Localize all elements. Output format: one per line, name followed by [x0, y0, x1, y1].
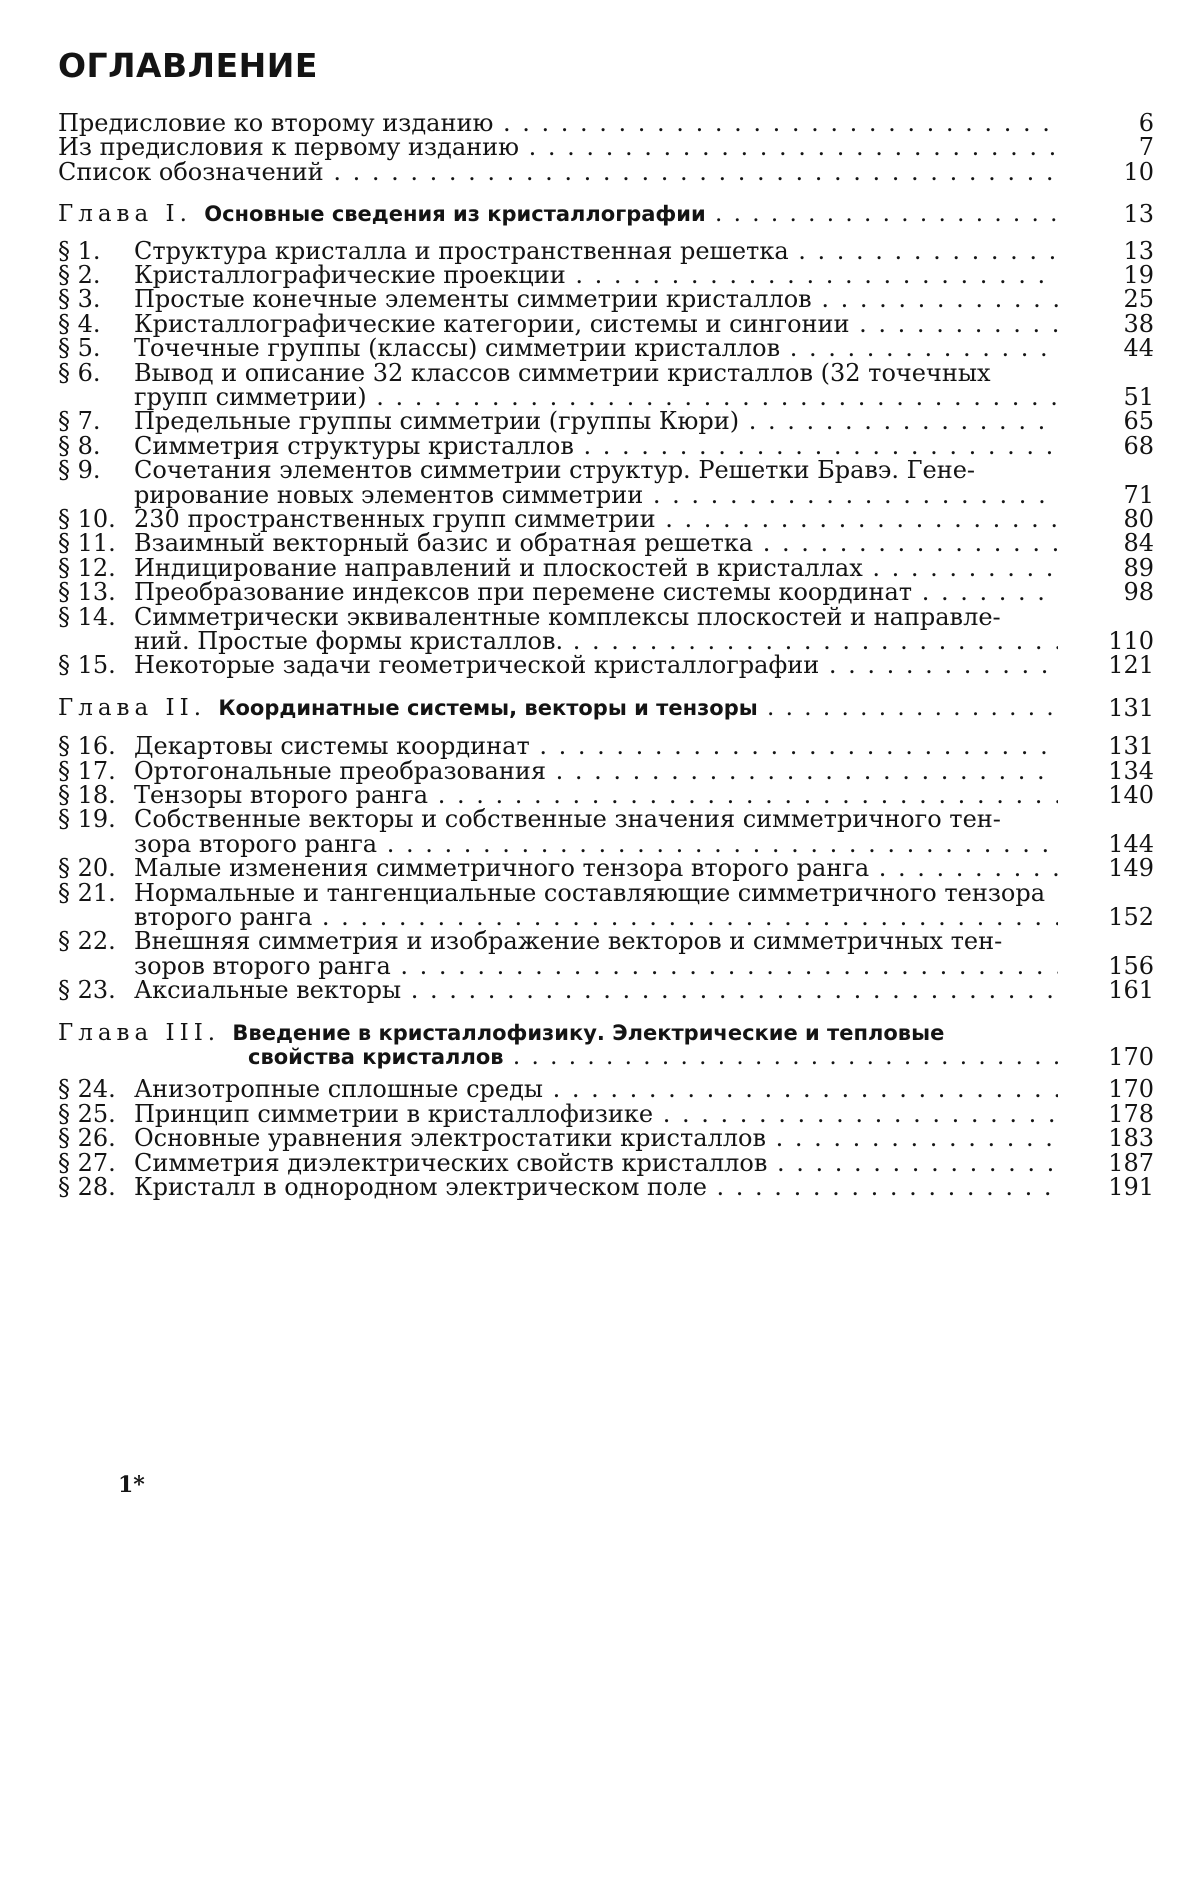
entry-title: Тензоры второго ранга: [134, 781, 429, 809]
page-number: 140: [1108, 781, 1154, 809]
page-number: 131: [1108, 693, 1154, 722]
chapter-title: свойства кристаллов: [248, 1045, 504, 1069]
chapter-label: Глава III.: [58, 1019, 233, 1046]
section-number: § 5.: [58, 334, 101, 363]
page-number: 144: [1108, 829, 1154, 858]
page-number: 183: [1108, 1124, 1154, 1153]
page-number: 10: [1123, 157, 1154, 186]
page-number: 89: [1123, 553, 1154, 582]
page-number: 84: [1123, 529, 1154, 558]
entry-title: зора второго ранга: [134, 829, 378, 858]
section-number: § 14.: [58, 602, 116, 631]
page-number: 7: [1138, 133, 1154, 162]
section-number: § 24.: [58, 1075, 116, 1104]
entry-title: Вывод и описание 32 классов симметрии кристаллов (32 точечных: [134, 358, 991, 387]
page-number: 44: [1123, 334, 1154, 363]
entry-title: Анизотропные сплошные среды: [134, 1075, 543, 1104]
entry-title: Некоторые задачи геометрической кристаллографии: [134, 651, 820, 680]
entry-title: Кристаллографические категории, системы и сингонии: [134, 309, 850, 338]
chapter-title: Основные сведения из кристаллографии: [204, 202, 706, 227]
entry-title: Простые конечные элементы симметрии кристаллов: [134, 285, 812, 314]
section-number: § 25.: [58, 1099, 116, 1128]
page-number: 156: [1108, 951, 1154, 980]
entry-title: зоров второго ранга: [134, 951, 391, 980]
page-number: 110: [1108, 627, 1154, 655]
chapter-label: Глава I.: [58, 201, 205, 228]
entry-text: [58, 693, 1058, 723]
page-number: 13: [1123, 200, 1154, 229]
section-number: § 16.: [58, 732, 116, 761]
page-number: 121: [1108, 651, 1154, 680]
section-number: § 20.: [58, 854, 116, 883]
entry-title: Аксиальные векторы: [134, 976, 402, 1005]
entry-title: Декартовы системы координат: [134, 732, 530, 761]
page-number: 38: [1123, 309, 1154, 338]
entry-title: Сочетания элементов симметрии структур. Решетки Бравэ. Гене-: [134, 456, 976, 485]
entry-title: Принцип симметрии в кристаллофизике: [134, 1099, 654, 1128]
section-number: § 28.: [58, 1173, 116, 1201]
section-number: § 15.: [58, 651, 116, 680]
section-number: § 9.: [58, 456, 101, 485]
entry-title: рирование новых элементов симметрии: [134, 480, 644, 509]
section-number: § 13.: [58, 578, 116, 607]
front-matter-entry: [58, 157, 1154, 187]
section-number: § 10.: [58, 505, 116, 533]
page-number: 71: [1123, 480, 1154, 509]
entry-title: Структура кристалла и пространственная решетка: [134, 236, 789, 265]
page-number: 161: [1108, 976, 1154, 1005]
chapter-heading: [58, 693, 1154, 723]
entry-title: Нормальные и тангенциальные составляющие симметричного тензора: [134, 878, 1046, 907]
chapter-heading-continued: [58, 1042, 1154, 1072]
page-number: 19: [1123, 261, 1154, 289]
section-number: § 4.: [58, 309, 101, 338]
section-number: § 7.: [58, 407, 101, 436]
section-number: § 11.: [58, 529, 116, 558]
entry-text: [58, 975, 1058, 1005]
signature-mark: 1*: [118, 1472, 145, 1498]
entry-title: Внешняя симметрия и изображение векторов и симметричных тен-: [134, 927, 1003, 956]
page-number: 134: [1108, 756, 1154, 785]
entry-title: Кристаллографические проекции: [134, 261, 566, 289]
entry-title: Симметрия диэлектрических свойств кристаллов: [134, 1148, 768, 1177]
page-number: 178: [1108, 1099, 1154, 1128]
section-number: § 27.: [58, 1148, 116, 1177]
entry-text: [58, 1172, 1058, 1202]
entry-title: ний. Простые формы кристаллов.: [134, 627, 564, 655]
section-number: § 19.: [58, 805, 116, 834]
entry-title: Симметрия структуры кристаллов: [134, 431, 574, 460]
page-number: 191: [1108, 1173, 1154, 1201]
page-number: 170: [1108, 1075, 1154, 1104]
entry-text: [58, 650, 1058, 680]
section-number: § 17.: [58, 756, 116, 785]
entry-title: Взаимный векторный базис и обратная решетка: [134, 529, 754, 558]
entry-title: Предисловие ко второму изданию: [58, 109, 494, 137]
page-title: ОГЛАВЛЕНИЕ: [58, 46, 318, 85]
entry-title: Предельные группы симметрии (группы Кюри): [134, 407, 740, 436]
page-number: 152: [1108, 903, 1154, 931]
entry-title: Собственные векторы и собственные значения симметричного тен-: [134, 805, 1001, 834]
entry-title: Преобразование индексов при перемене системы координат: [134, 578, 913, 607]
page-number: 98: [1123, 578, 1154, 607]
entry-title: Ортогональные преобразования: [134, 756, 546, 785]
chapter-label: Глава II.: [58, 694, 219, 721]
section-number: § 26.: [58, 1124, 116, 1153]
entry-title: Малые изменения симметричного тензора второго ранга: [134, 854, 870, 883]
chapter-title: Координатные системы, векторы и тензоры: [218, 695, 758, 720]
table-of-contents: [58, 0, 1154, 1878]
section-number: § 18.: [58, 781, 116, 809]
entry-title: Из предисловия к первому изданию: [58, 133, 520, 162]
entry-text: [58, 199, 1058, 229]
chapter-title: Введение в кристаллофизику. Электрические и тепловые: [232, 1020, 945, 1045]
section-entry: [58, 975, 1154, 1005]
section-entry: [58, 1172, 1154, 1202]
page-number: 170: [1108, 1043, 1154, 1071]
page-number: 131: [1108, 732, 1154, 761]
page-number: 51: [1123, 383, 1154, 411]
section-number: § 3.: [58, 285, 101, 314]
entry-title: Точечные группы (классы) симметрии кристаллов: [134, 334, 781, 363]
entry-title: Индицирование направлений и плоскостей в кристаллах: [134, 553, 863, 582]
page-number: 68: [1123, 431, 1154, 460]
section-number: § 22.: [58, 927, 116, 956]
chapter-heading: [58, 199, 1154, 229]
section-number: § 1.: [58, 236, 101, 265]
page-number: 13: [1123, 236, 1154, 265]
entry-title: второго ранга: [134, 903, 313, 931]
page-number: 80: [1123, 505, 1154, 533]
section-entry: [58, 650, 1154, 680]
entry-title: Кристалл в однородном электрическом поле: [134, 1173, 707, 1201]
page-number: 149: [1108, 854, 1154, 883]
page-number: 187: [1108, 1148, 1154, 1177]
page-number: 65: [1123, 407, 1154, 436]
section-number: § 12.: [58, 553, 116, 582]
page-number: 25: [1123, 285, 1154, 314]
entry-title: Основные уравнения электростатики кристаллов: [134, 1124, 767, 1153]
entry-text: [248, 1042, 1058, 1072]
entry-title: Список обозначений: [58, 157, 324, 186]
entry-title: групп симметрии): [134, 383, 367, 411]
section-number: § 8.: [58, 431, 101, 460]
entry-title: 230 пространственных групп симметрии: [134, 505, 656, 533]
section-number: § 6.: [58, 358, 101, 387]
section-number: § 23.: [58, 976, 116, 1005]
entry-title: Симметрически эквивалентные комплексы плоскостей и направле-: [134, 602, 1001, 631]
section-number: § 21.: [58, 878, 116, 907]
section-number: § 2.: [58, 261, 101, 289]
page-number: 6: [1138, 109, 1154, 137]
entry-text: [58, 157, 1058, 187]
